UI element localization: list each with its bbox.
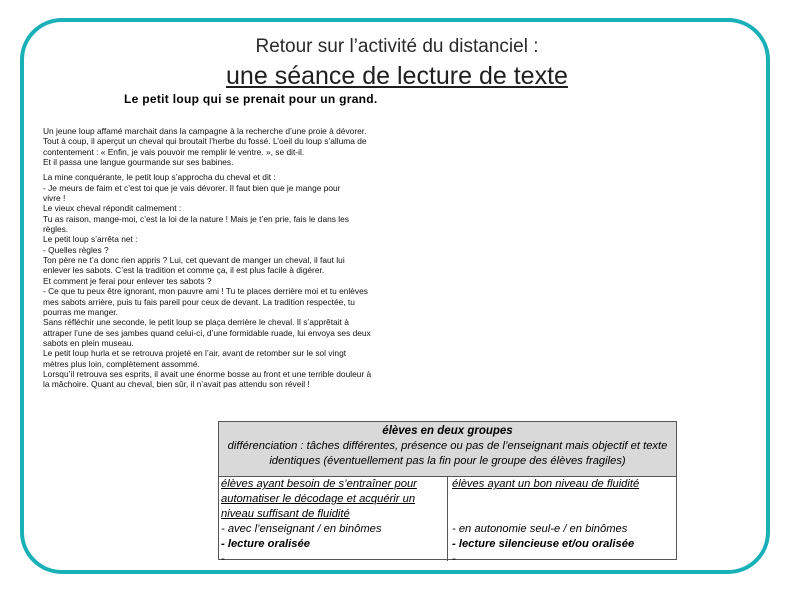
- story-line: Tout à coup, il aperçut un cheval qui broutait l’herbe du fossé. L’oeil du loup s’alluma de: [43, 136, 367, 147]
- story-line: mètres plus loin, complètement assommé.: [43, 358, 200, 369]
- story-line: vivre !: [43, 193, 66, 204]
- group-fluent: [448, 477, 676, 565]
- groups-description-line-1: différenciation : tâches différentes, présence ou pas de l’enseignant mais objectif et texte: [227, 440, 668, 452]
- right-item-3: -: [452, 553, 456, 565]
- left-header-line-3: niveau suffisant de fluidité: [221, 508, 350, 520]
- groups-heading: élèves en deux groupes: [382, 425, 513, 437]
- story-line: Et comment je ferai pour enlever tes sabots ?: [43, 275, 212, 286]
- story-text: [43, 126, 458, 395]
- groups-table-header: [219, 422, 676, 477]
- story-line: contentement : « Enfin, je vais pouvoir me remplir le ventre. », se dit-il.: [43, 146, 305, 157]
- story-line: Ton père ne t’a donc rien appris ? Lui, cet quevant de manger un cheval, il faut lui: [43, 255, 345, 266]
- story-line: - Quelles règles ?: [43, 244, 109, 255]
- groups-columns: [219, 477, 676, 565]
- right-item-1: - en autonomie seul-e / en binômes: [452, 523, 628, 535]
- story-line: enlever les sabots. C’est la tradition et comme ça, il est plus facile à digérer.: [43, 265, 325, 276]
- group-needs-practice: [219, 477, 448, 565]
- left-item-1: - avec l’enseignant / en binômes: [221, 523, 382, 535]
- story-paragraph: [43, 172, 458, 389]
- story-paragraph: [43, 126, 458, 167]
- groups-table: [218, 421, 677, 565]
- story-line: Le petit loup s’arrêta net :: [43, 234, 138, 245]
- slide-title: une séance de lecture de texte: [226, 62, 568, 90]
- story-line: Lorsqu’il retrouva ses esprits, il avait une énorme bosse au front et une terrible douleur à: [43, 368, 372, 379]
- story-line: la mâchoire. Quant au cheval, bien sûr, il n’avait pas attendu son réveil !: [43, 379, 310, 390]
- right-item-2: - lecture silencieuse et/ou oralisée: [452, 538, 635, 550]
- left-item-3: -: [221, 553, 225, 565]
- story-line: Tu as raison, mange-moi, c’est la loi de la nature ! Mais je t’en prie, fais le dans les: [43, 213, 349, 224]
- groups-description-line-2: identiques (éventuellement pas la fin pour le groupe des élèves fragiles): [269, 455, 626, 467]
- right-header-line-1: élèves ayant un bon niveau de fluidité: [452, 478, 640, 490]
- story-line: pourras me manger.: [43, 306, 118, 317]
- left-item-2: - lecture oralisée: [221, 538, 310, 550]
- story-line: - Ce que tu peux être ignorant, mon pauvre ami ! Tu te places derrière moi et tu enlèves: [43, 286, 368, 297]
- story-line: Sans réfléchir une seconde, le petit loup se plaça derrière le cheval. Il s’apprêtait à: [43, 317, 349, 328]
- left-header-line-1: élèves ayant besoin de s’entraîner pour: [221, 478, 417, 490]
- story-line: La mine conquérante, le petit loup s’approcha du cheval et dit :: [43, 172, 276, 183]
- story-line: règles.: [43, 224, 69, 235]
- story-line: sabots en plein museau.: [43, 337, 134, 348]
- story-line: Le vieux cheval répondit calmement :: [43, 203, 182, 214]
- slide-subtitle: Retour sur l’activité du distanciel :: [255, 36, 539, 57]
- left-header-line-2: automatiser le décodage et acquérir un: [221, 493, 416, 505]
- story-line: mes sabots arrière, puis tu fais pareil pour ceux de devant. La tradition respectée, tu: [43, 296, 355, 307]
- story-title: Le petit loup qui se prenait pour un grand.: [124, 92, 378, 106]
- story-line: - Je meurs de faim et c’est toi que je vais dévorer. Il faut bien que je mange pour: [43, 182, 341, 193]
- story-line: Un jeune loup affamé marchait dans la campagne à la recherche d’une proie à dévorer.: [43, 126, 367, 136]
- story-line: Le petit loup hurla et se retrouva projeté en l’air, avant de retomber sur le sol vingt: [43, 348, 347, 359]
- story-line: attraper l’une de ses jambes quand celui-ci, d’une formidable ruade, lui envoya ses deux: [43, 327, 371, 338]
- story-line: Et il passa une langue gourmande sur ses babines.: [43, 157, 234, 168]
